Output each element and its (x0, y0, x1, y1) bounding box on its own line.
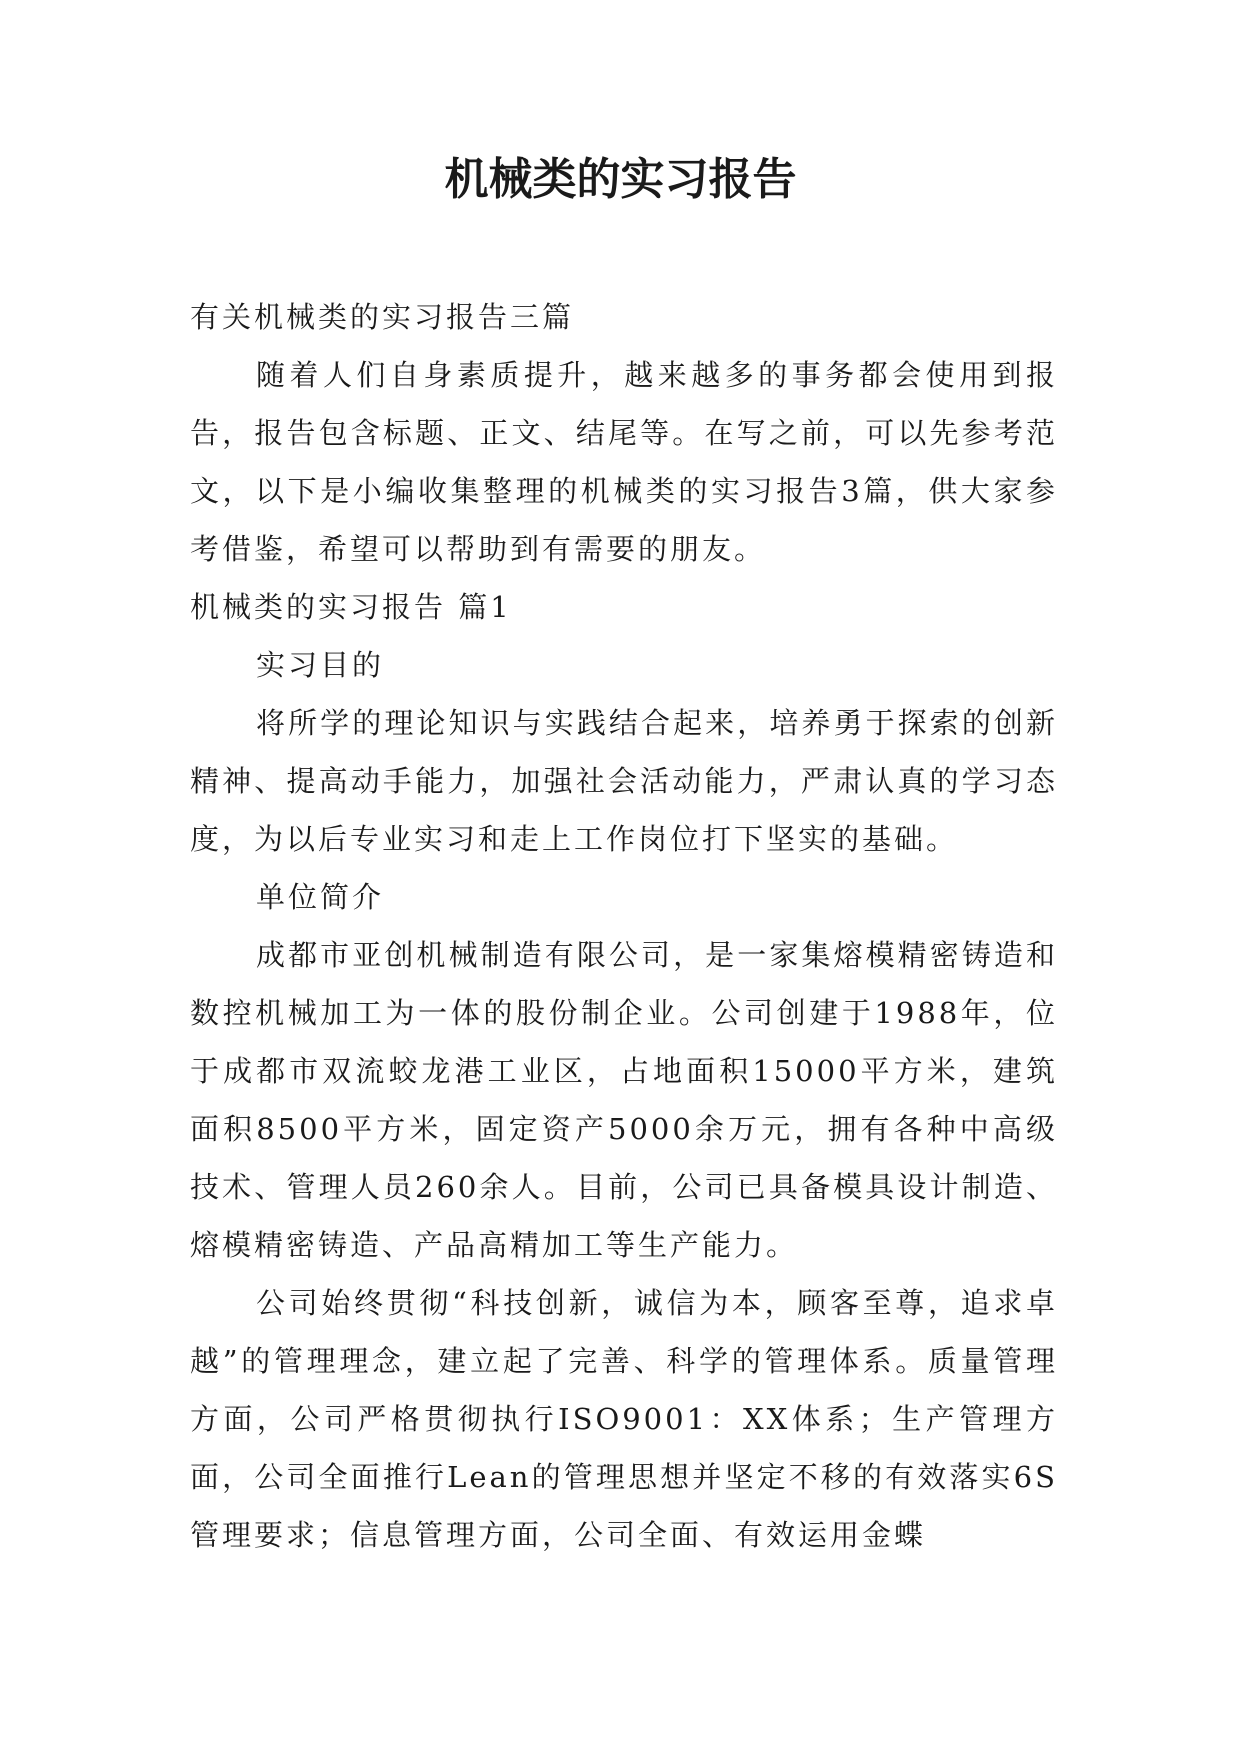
intro-paragraph: 随着人们自身素质提升，越来越多的事务都会使用到报告，报告包含标题、正文、结尾等。在写之前，可以先参考范文，以下是小编收集整理的机械类的实习报告3篇，供大家参考借鉴，希望可以帮助到有需要的朋友。 (190, 358, 1058, 566)
subheading-company: 单位简介 (256, 880, 385, 914)
section-heading: 机械类的实习报告 篇1 (190, 590, 512, 624)
intro-heading: 有关机械类的实习报告三篇 (190, 300, 575, 334)
company-paragraph: 成都市亚创机械制造有限公司，是一家集熔模精密铸造和数控机械加工为一体的股份制企业。公司创建于1988年，位于成都市双流蛟龙港工业区，占地面积15000平方米，建筑面积8500平方米，固定资产5000余万元，拥有各种中高级技术、管理人员260余人。目前，公司已具备模具设计制造、熔模精密铸造、产品高精加工等生产能力。 (190, 938, 1058, 1262)
subheading-purpose: 实习目的 (256, 648, 385, 682)
document-title: 机械类的实习报告 (444, 154, 797, 205)
document-body (190, 288, 1058, 1564)
management-paragraph: 公司始终贯彻“科技创新，诚信为本，顾客至尊，追求卓越”的管理理念，建立起了完善、科学的管理体系。质量管理方面，公司严格贯彻执行ISO9001：XX体系；生产管理方面，公司全面推行Lean的管理思想并坚定不移的有效落实6S管理要求；信息管理方面，公司全面、有效运用金蝶 (190, 1286, 1058, 1552)
purpose-paragraph: 将所学的理论知识与实践结合起来，培养勇于探索的创新精神、提高动手能力，加强社会活动能力，严肃认真的学习态度，为以后专业实习和走上工作岗位打下坚实的基础。 (190, 706, 1058, 856)
